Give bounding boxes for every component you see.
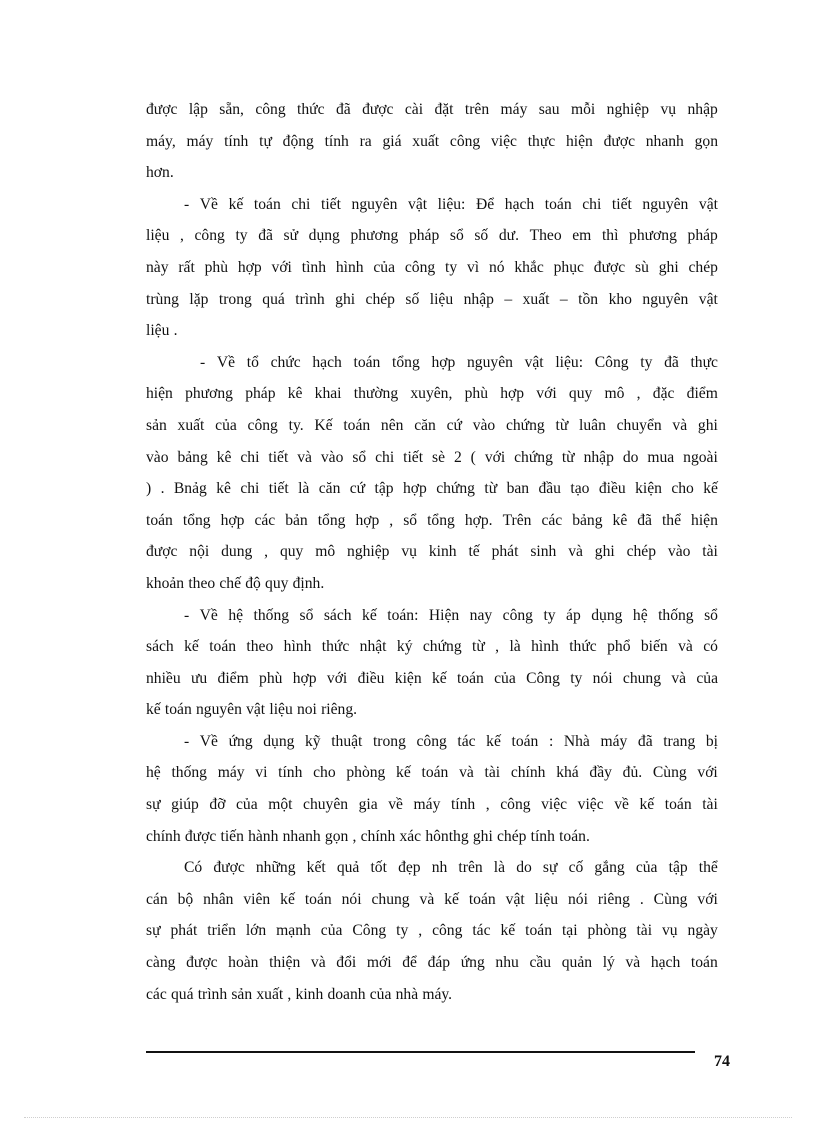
text-line: hơn. bbox=[146, 164, 174, 182]
text-line: ) . Bnảg kê chi tiết là căn cứ tập hợp chứng từ ban đầu tạo điều kiện cho kế bbox=[146, 480, 718, 498]
text-line: được nội dung , quy mô nghiệp vụ kinh tế phát sinh và ghi chép vào tài bbox=[146, 543, 718, 561]
text-line: kế toán nguyên vật liệu noi riêng. bbox=[146, 701, 358, 719]
text-line: này rất phù hợp với tình hình của công ty vì nó khắc phục được sù ghi chép bbox=[146, 258, 718, 276]
text-line: - Về kế toán chi tiết nguyên vật liệu: Để hạch toán chi tiết nguyên vật bbox=[184, 195, 718, 213]
page-edge-divider bbox=[24, 1117, 792, 1118]
paragraph bbox=[146, 189, 718, 347]
text-line: sự phát triển lớn mạnh của Công ty , công tác kế toán tại phòng tài vụ ngày bbox=[146, 922, 718, 940]
text-line: sách kế toán theo hình thức nhật ký chứng từ , là hình thức phổ biến và có bbox=[146, 638, 718, 656]
text-line: vào bảng kê chi tiết và vào sổ chi tiết sè 2 ( với chứng từ nhập do mua ngoài bbox=[146, 448, 718, 466]
text-line: - Về tổ chức hạch toán tổng hợp nguyên vật liệu: Công ty đã thực bbox=[200, 353, 718, 371]
text-line: liệu . bbox=[146, 322, 178, 340]
text-line: trùng lặp trong quá trình ghi chép số liệu nhập – xuất – tồn kho nguyên vật bbox=[146, 290, 718, 308]
text-line: toán tổng hợp các bản tổng hợp , sổ tổng hợp. Trên các bảng kê đã thể hiện bbox=[146, 511, 718, 529]
text-line: khoản theo chế độ quy định. bbox=[146, 574, 325, 592]
text-line: - Về ứng dụng kỹ thuật trong công tác kế toán : Nhà máy đã trang bị bbox=[184, 732, 718, 750]
text-line: càng được hoàn thiện và đổi mới để đáp ứng nhu cầu quản lý và hạch toán bbox=[146, 954, 718, 972]
text-line: sự giúp đỡ của một chuyên gia về máy tính , công việc việc về kế toán tài bbox=[146, 796, 718, 814]
footer-rule bbox=[146, 1051, 695, 1053]
text-line: máy, máy tính tự động tính ra giá xuất công việc thực hiện được nhanh gọn bbox=[146, 132, 718, 150]
text-line: - Về hệ thống sổ sách kế toán: Hiện nay công ty áp dụng hệ thống sổ bbox=[184, 606, 718, 624]
paragraph bbox=[146, 852, 718, 1010]
paragraph bbox=[146, 347, 718, 600]
text-line: sản xuất của công ty. Kế toán nên căn cứ vào chứng từ luân chuyển và ghi bbox=[146, 416, 718, 434]
page-number: 74 bbox=[714, 1053, 730, 1070]
body-text bbox=[146, 94, 718, 1010]
text-line: nhiều ưu điểm phù hợp với điều kiện kế toán của Công ty nói chung và của bbox=[146, 669, 718, 687]
paragraph bbox=[146, 600, 718, 726]
text-line: hiện phương pháp kê khai thường xuyên, phù hợp với quy mô , đặc điểm bbox=[146, 385, 718, 403]
text-line: Có được những kết quả tốt đẹp nh trên là do sự cố gắng của tập thể bbox=[184, 859, 718, 877]
text-line: chính được tiến hành nhanh gọn , chính xác hônthg ghi chép tính toán. bbox=[146, 827, 590, 845]
text-line: hệ thống máy vi tính cho phòng kế toán và tài chính khá đầy đủ. Cùng với bbox=[146, 764, 718, 782]
text-line: các quá trình sản xuất , kinh doanh của nhà máy. bbox=[146, 985, 453, 1003]
text-line: liệu , công ty đã sử dụng phương pháp sổ số dư. Theo em thì phương pháp bbox=[146, 227, 718, 245]
paragraph bbox=[146, 94, 718, 189]
paragraph bbox=[146, 726, 718, 852]
text-line: được lập sẵn, công thức đã được cài đặt trên máy sau mỗi nghiệp vụ nhập bbox=[146, 101, 718, 118]
text-line: cán bộ nhân viên kế toán nói chung và kế toán vật liệu nói riêng . Cùng với bbox=[146, 890, 718, 908]
